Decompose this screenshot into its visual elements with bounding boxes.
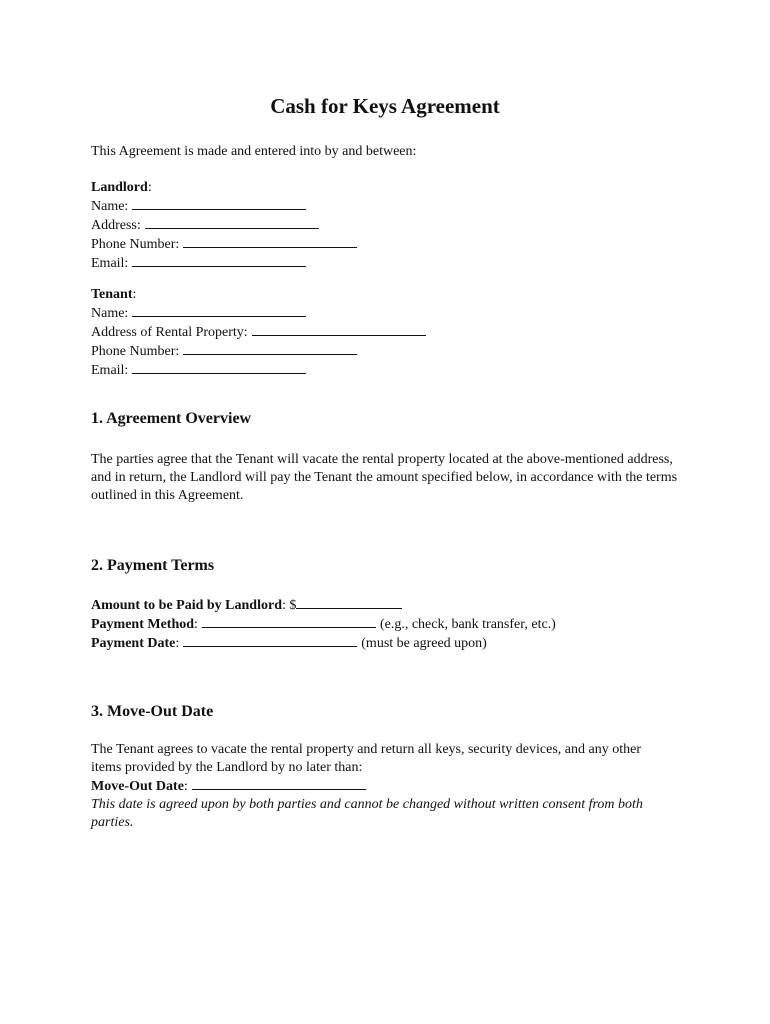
tenant-address-row (91, 323, 681, 342)
payment-date-label: Payment Date (91, 636, 176, 651)
landlord-email-label: Email: (91, 256, 129, 271)
section-3-block (91, 741, 666, 832)
landlord-address-field[interactable] (145, 216, 319, 229)
amount-label: Amount to be Paid by Landlord (91, 598, 282, 613)
tenant-name-row (91, 304, 681, 323)
moveout-label: Move-Out Date (91, 779, 184, 794)
landlord-phone-label: Phone Number: (91, 237, 180, 252)
moveout-note: This date is agreed upon by both parties and cannot be changed without written consent from both parties. (91, 797, 643, 830)
landlord-phone-field[interactable] (183, 235, 357, 248)
landlord-name-label: Name: (91, 199, 129, 214)
tenant-heading-colon: : (132, 287, 137, 302)
section-1-heading: 1. Agreement Overview (91, 410, 252, 427)
landlord-heading: Landlord (91, 180, 148, 195)
tenant-block (91, 286, 681, 380)
tenant-name-field[interactable] (132, 304, 306, 317)
tenant-phone-label: Phone Number: (91, 344, 180, 359)
tenant-email-field[interactable] (132, 361, 306, 374)
moveout-colon: : (183, 779, 188, 794)
landlord-name-row (91, 197, 681, 216)
tenant-heading: Tenant (91, 287, 133, 302)
payment-date-colon: : (175, 636, 180, 651)
amount-row (91, 596, 681, 615)
payment-method-label: Payment Method (91, 617, 195, 632)
tenant-email-row (91, 361, 681, 380)
landlord-address-label: Address: (91, 218, 141, 233)
tenant-phone-field[interactable] (183, 342, 357, 355)
payment-method-colon: : (194, 617, 198, 632)
landlord-email-row (91, 254, 681, 273)
landlord-heading-colon: : (147, 180, 152, 195)
section-3-heading: 3. Move-Out Date (91, 703, 214, 720)
tenant-heading-line (91, 286, 681, 304)
intro-line: This Agreement is made and entered into by and between: (91, 144, 417, 159)
tenant-email-label: Email: (91, 363, 129, 378)
landlord-name-field[interactable] (132, 197, 306, 210)
moveout-row (91, 777, 666, 796)
section-2-heading: 2. Payment Terms (91, 557, 215, 574)
moveout-date-field[interactable] (192, 777, 366, 790)
tenant-address-field[interactable] (252, 323, 426, 336)
section-3-paragraph: The Tenant agrees to vacate the rental property and return all keys, security devices, and any other items provided by the Landlord by no later than: (91, 742, 641, 775)
payment-date-field[interactable] (183, 634, 357, 647)
amount-prefix: : $ (281, 598, 297, 613)
payment-method-row (91, 615, 681, 634)
landlord-heading-line (91, 179, 681, 197)
tenant-name-label: Name: (91, 306, 129, 321)
section-1-paragraph: The parties agree that the Tenant will vacate the rental property located at the above-mentioned address, and in return, the Landlord will pay the Tenant the amount specified below, in accordance with the terms outlined in this Agreement. (91, 452, 678, 503)
landlord-address-row (91, 216, 681, 235)
amount-field[interactable] (296, 596, 402, 609)
tenant-address-label: Address of Rental Property: (91, 325, 248, 340)
document-title: Cash for Keys Agreement (270, 94, 500, 118)
payment-terms-block (91, 596, 681, 653)
landlord-email-field[interactable] (132, 254, 306, 267)
intro-text (91, 143, 681, 161)
payment-date-row (91, 634, 681, 653)
payment-method-note: (e.g., check, bank transfer, etc.) (379, 617, 556, 632)
landlord-block (91, 179, 681, 273)
payment-date-note: (must be agreed upon) (361, 636, 487, 651)
payment-method-field[interactable] (202, 615, 376, 628)
tenant-phone-row (91, 342, 681, 361)
landlord-phone-row (91, 235, 681, 254)
